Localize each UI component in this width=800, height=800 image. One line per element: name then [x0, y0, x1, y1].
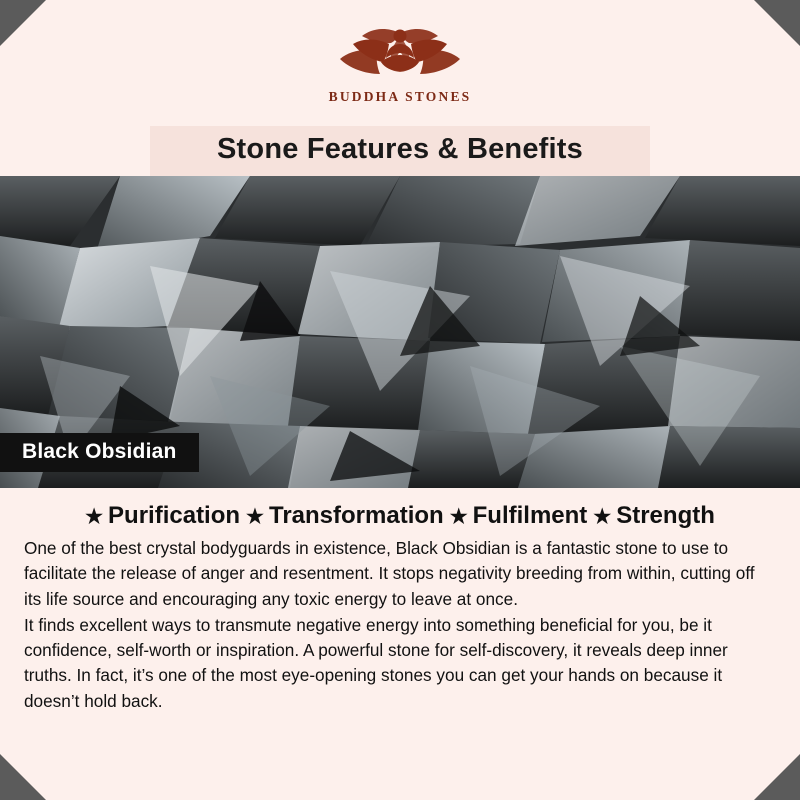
corner-decor-bottom-left	[0, 754, 46, 800]
star-icon: ★	[449, 506, 468, 528]
title-band	[150, 126, 650, 176]
star-icon: ★	[85, 506, 104, 528]
benefits-row	[24, 502, 776, 530]
lotus-meditation-icon	[325, 16, 475, 84]
brand-logo	[0, 0, 800, 105]
star-icon: ★	[593, 506, 612, 528]
benefit-item	[246, 502, 444, 530]
benefit-item	[85, 502, 240, 530]
content-section	[0, 488, 800, 800]
benefit-item	[450, 502, 588, 530]
benefit-label: Purification	[108, 502, 241, 529]
description-paragraph-2: It finds excellent ways to transmute negative energy into something beneficial for you, be it confidence, self-worth or inspiration. A powerful stone for self-discovery, it reveals deep inner truths. In fact, it’s one of the most eye-opening stones you can get your hands on because it doesn’t hold back.	[24, 614, 728, 711]
benefit-item	[593, 502, 715, 530]
page-title: Stone Features & Benefits	[217, 133, 583, 165]
benefit-label: Strength	[616, 502, 715, 529]
corner-decor-top-right	[754, 0, 800, 46]
header	[0, 0, 800, 176]
corner-decor-top-left	[0, 0, 46, 46]
benefit-label: Fulfilment	[472, 502, 588, 529]
description-block	[24, 536, 776, 714]
benefit-label: Transformation	[268, 502, 444, 529]
star-icon: ★	[246, 506, 264, 528]
description-paragraph-1: One of the best crystal bodyguards in existence, Black Obsidian is a fantastic stone to use to facilitate the release of anger and resentment. It stops negativity breeding from within, cutting off its life source and encouraging any toxic energy to leave at once.	[24, 538, 755, 609]
corner-decor-bottom-right	[754, 754, 800, 800]
brand-name: BUDDHA STONES	[328, 89, 472, 104]
stone-name-label: Black Obsidian	[0, 433, 199, 472]
hero-image	[0, 176, 800, 488]
